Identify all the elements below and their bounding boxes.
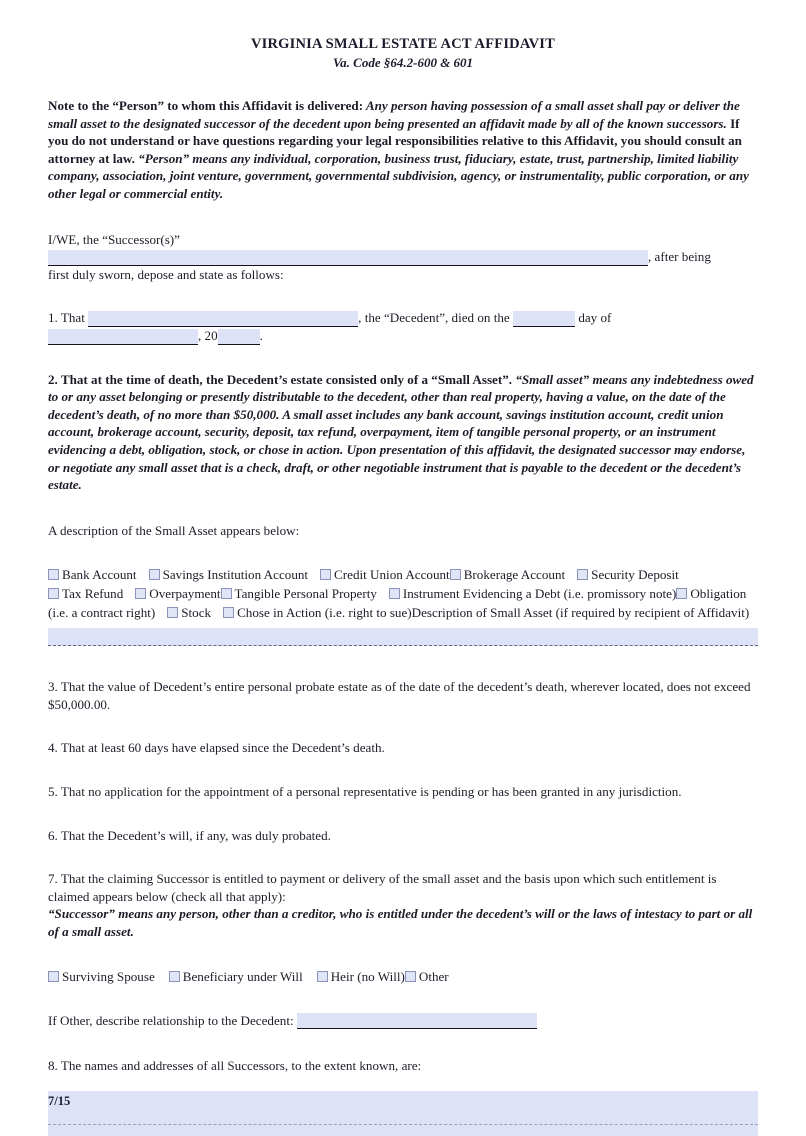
checkbox-icon[interactable]: [450, 569, 461, 580]
asset-description-heading: A description of the Small Asset appears below:: [48, 522, 300, 538]
checkbox-security-deposit[interactable]: [577, 567, 679, 582]
checkbox-brokerage-account[interactable]: [450, 567, 565, 582]
document-content: [48, 36, 758, 1136]
death-day-input[interactable]: [513, 311, 575, 327]
checkbox-icon[interactable]: [223, 607, 234, 618]
other-relationship-row: [48, 1012, 758, 1030]
item2-paragraph: [48, 371, 758, 494]
item5-paragraph: 5. That no application for the appointment of a personal representative is pending or has been granted in any jurisdiction.: [48, 784, 682, 800]
checkbox-label: Stock: [181, 605, 212, 621]
checkbox-label: Obligation (i.e. a contract right): [48, 586, 747, 621]
address-line[interactable]: [48, 1108, 758, 1125]
item7-italic: “Successor” means any person, other than a creditor, who is entitled under the decedent’s will or the laws of intestacy to part or all of a small asset.: [48, 906, 753, 940]
page-subtitle: Va. Code §64.2-600 & 601: [332, 55, 474, 70]
item2-italic: “Small asset” means any indebtedness owed to or any asset belonging or presently distributable to the decedent, other than real property, having a value, on the date of the decedent’s death, of no more than $50,000. A small asset includes any bank account, savings institution account, credit union account, brokerage account, security, deposit, tax refund, overpayment, item of tangible personal property, or an instrument evidencing a debt, obligation, stock, or chose in action. Upon presentation of this affidavit, the designated successor may endorse, or negotiate any small asset that is a check, draft, or other negotiable instrument that is payable to the decedent or the decedent’s estate.: [48, 371, 754, 493]
checkbox-tax-refund[interactable]: [48, 586, 123, 601]
checkbox-label: Heir (no Will): [330, 968, 405, 984]
small-asset-description-input[interactable]: [48, 628, 758, 646]
item4-paragraph: 4. That at least 60 days have elapsed since the Decedent’s death.: [48, 740, 385, 756]
item6-paragraph: 6. That the Decedent’s will, if any, was duly probated.: [48, 827, 331, 843]
checkbox-label: Tangible Personal Property: [234, 586, 377, 602]
item1-end: .: [259, 327, 263, 343]
checkbox-icon[interactable]: [135, 588, 146, 599]
after-being-text: , after being: [648, 249, 711, 265]
decedent-name-input[interactable]: [88, 311, 358, 327]
checkbox-credit-union-account[interactable]: [320, 567, 450, 582]
checkbox-beneficiary-under-will[interactable]: [169, 969, 303, 984]
death-month-input[interactable]: [48, 329, 198, 345]
checkbox-label: Tax Refund: [62, 586, 124, 602]
successors-input[interactable]: [48, 250, 648, 266]
page-number-footer: 7/15: [48, 1094, 71, 1108]
item1-prefix: 1. That: [48, 310, 85, 326]
note-italic-2: “Person” means any individual, corporation, business trust, fiduciary, estate, trust, partnership, limited liability company, association, joint venture, government, governmental subdivision, agency, or instrumentality, public corporation, or any other legal or commercial entity.: [48, 150, 749, 201]
successors-names-addresses-block[interactable]: [48, 1091, 758, 1136]
checkbox-label: Credit Union Account: [334, 567, 450, 583]
note-italic-1: Any person having possession of a small asset shall pay or deliver the small asset to the designated successor of the decedent upon being presented an affidavit made by all of the known successors.: [48, 98, 740, 131]
address-line[interactable]: [48, 1125, 758, 1136]
checkbox-icon[interactable]: [317, 971, 328, 982]
checkbox-icon[interactable]: [48, 588, 59, 599]
note-label: Note to the “Person” to whom this Affidavit is delivered:: [48, 98, 364, 113]
checkbox-label: Bank Account: [62, 567, 137, 583]
asset-description-trailing-text: Description of Small Asset (if required by recipient of Affidavit): [411, 605, 750, 621]
item7-lead: 7. That the claiming Successor is entitled to payment or delivery of the small asset and the basis upon which such entitlement is claimed appears below (check all that apply):: [48, 871, 717, 904]
death-year-input[interactable]: [218, 329, 260, 345]
item1-row2: [48, 327, 758, 345]
checkbox-surviving-spouse[interactable]: [48, 969, 155, 984]
checkbox-tangible-personal-property[interactable]: [221, 586, 377, 601]
checkbox-label: Brokerage Account: [463, 567, 566, 583]
address-line[interactable]: [48, 1091, 758, 1108]
checkbox-label: Chose in Action (i.e. right to sue): [237, 605, 412, 621]
item3-paragraph: 3. That the value of Decedent’s entire personal probate estate as of the date of the decedent’s death, wherever located, does not exceed $50,000.00.: [48, 679, 751, 712]
checkbox-label: Other: [418, 968, 449, 984]
checkbox-label: Beneficiary under Will: [182, 968, 303, 984]
page-title: VIRGINIA SMALL ESTATE ACT AFFIDAVIT: [250, 36, 556, 52]
item8-heading: 8. The names and addresses of all Successors, to the extent known, are:: [48, 1058, 422, 1074]
checkbox-label: Overpayment: [149, 586, 221, 602]
checkbox-icon[interactable]: [577, 569, 588, 580]
checkbox-label: Security Deposit: [591, 567, 679, 583]
successors-field-row: [48, 248, 758, 266]
sworn-text: first duly sworn, depose and state as follows:: [48, 266, 284, 282]
item1-year-prefix: , 20: [198, 327, 218, 343]
note-plain: If you do not understand or have questions regarding your legal responsibilities relative to this Affidavit, you should consult an attorney at law.: [48, 115, 742, 166]
checkbox-icon[interactable]: [320, 569, 331, 580]
item1-day-suffix: day of: [578, 310, 612, 326]
checkbox-overpayment[interactable]: [135, 586, 220, 601]
item1-mid: , the “Decedent”, died on the: [358, 310, 510, 326]
checkbox-savings-institution-account[interactable]: [149, 567, 308, 582]
checkbox-icon[interactable]: [169, 971, 180, 982]
checkbox-label: Instrument Evidencing a Debt (i.e. promissory note): [402, 586, 677, 602]
checkbox-icon[interactable]: [221, 588, 232, 599]
checkbox-stock[interactable]: [167, 605, 211, 620]
checkbox-heir-no-will[interactable]: [317, 969, 405, 984]
successors-intro-line: I/WE, the “Successor(s)”: [48, 231, 180, 247]
item1-row1: [48, 309, 758, 327]
checkbox-bank-account[interactable]: [48, 567, 137, 582]
checkbox-icon[interactable]: [389, 588, 400, 599]
checkbox-icon[interactable]: [167, 607, 178, 618]
checkbox-chose-in-action[interactable]: [223, 605, 412, 620]
checkbox-instrument-evidencing-debt[interactable]: [389, 586, 676, 601]
item2-lead: 2. That at the time of death, the Decedent’s estate consisted only of a “Small Asset”.: [48, 371, 513, 387]
checkbox-icon[interactable]: [48, 971, 59, 982]
checkbox-icon[interactable]: [149, 569, 160, 580]
checkbox-other[interactable]: [405, 969, 449, 984]
checkbox-label: Surviving Spouse: [62, 968, 155, 984]
asset-type-checkbox-group: [48, 565, 758, 622]
checkbox-icon[interactable]: [676, 588, 687, 599]
other-relationship-input[interactable]: [297, 1013, 537, 1029]
checkbox-icon[interactable]: [405, 971, 416, 982]
other-relationship-label: If Other, describe relationship to the Decedent:: [48, 1012, 294, 1028]
checkbox-icon[interactable]: [48, 569, 59, 580]
note-paragraph: [48, 97, 758, 203]
checkbox-label: Savings Institution Account: [162, 567, 309, 583]
successor-basis-checkbox-group: [48, 967, 758, 986]
